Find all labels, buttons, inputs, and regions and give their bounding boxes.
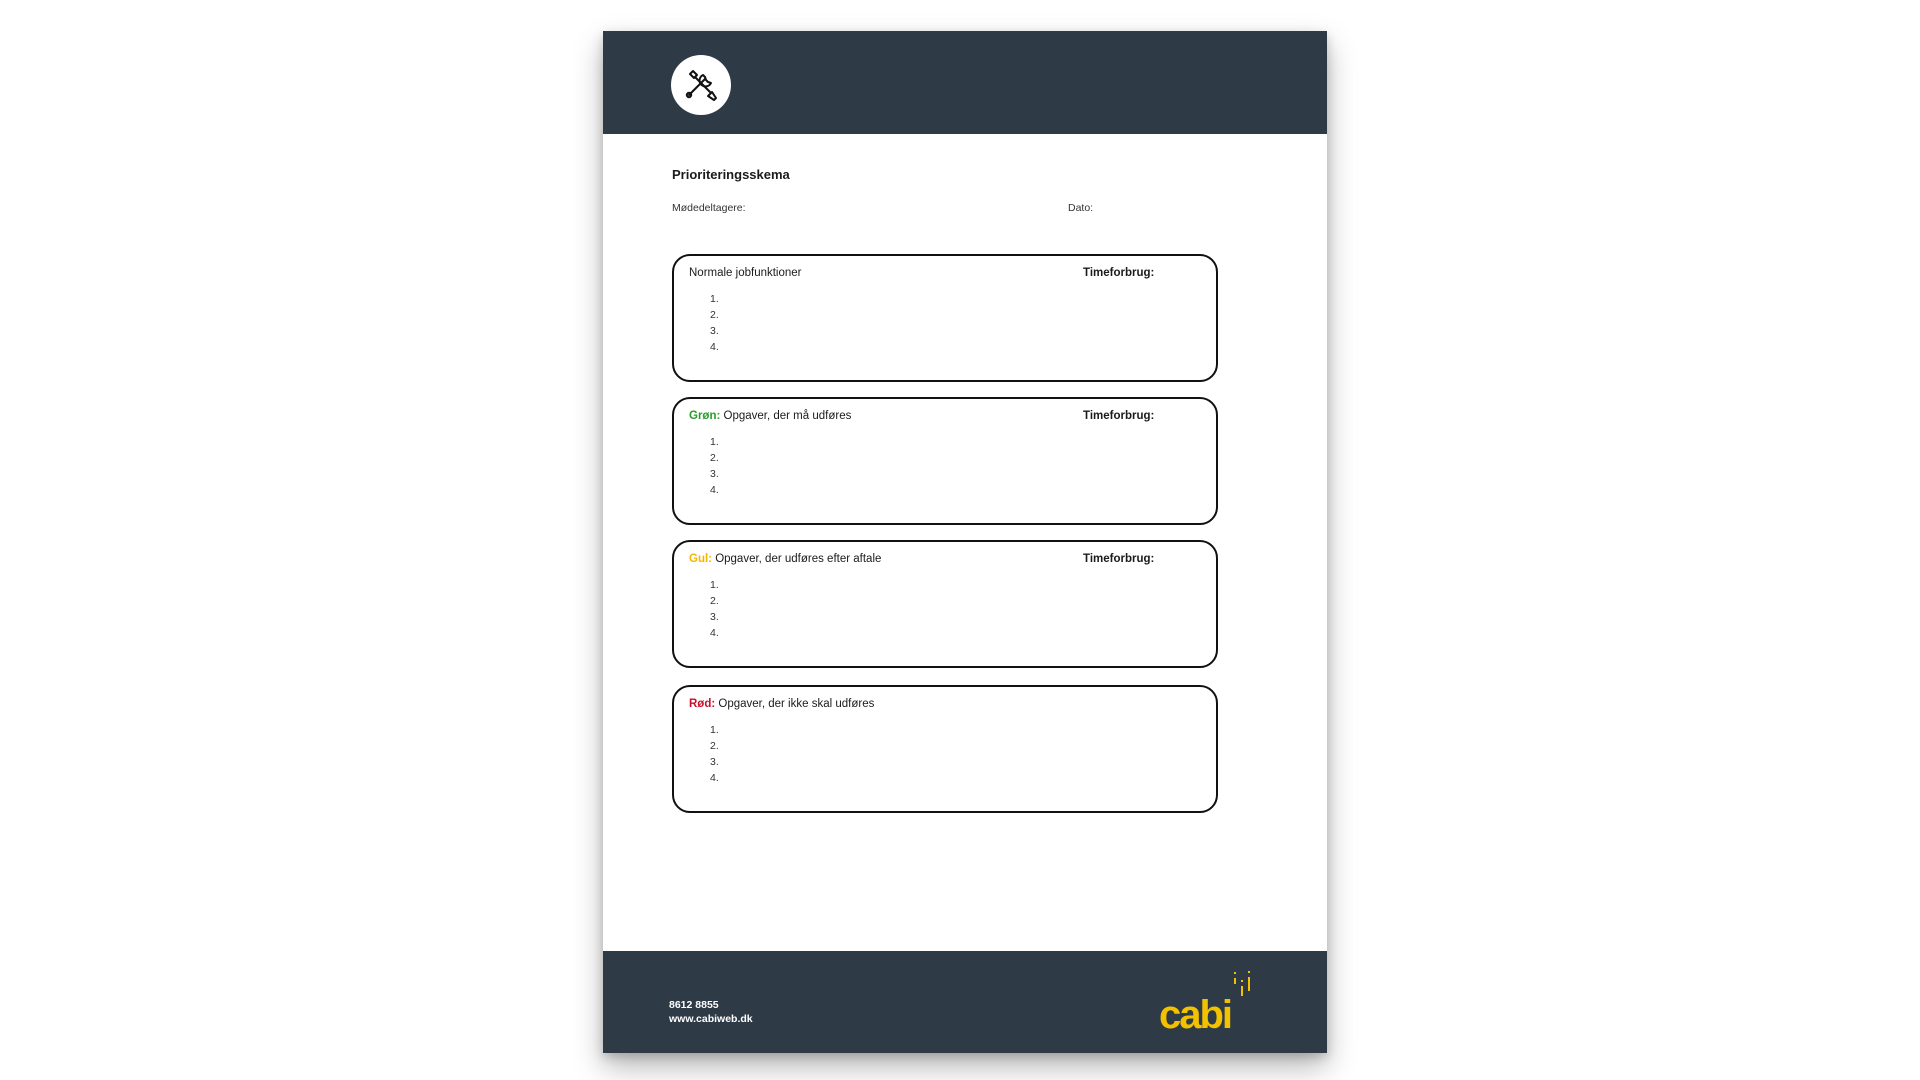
item-list [710, 722, 719, 786]
time-usage-label: Timeforbrug: [1083, 267, 1155, 279]
section-color-label: Grøn: [689, 410, 721, 422]
section-green [672, 397, 1218, 525]
section-title-text: Opgaver, der udføres efter aftale [712, 553, 882, 565]
phone-number: 8612 8855 [669, 999, 719, 1011]
section-title-text: Normale jobfunktioner [689, 267, 802, 279]
document-title: Prioriteringsskema [672, 167, 790, 182]
section-title [689, 410, 851, 422]
website-link[interactable]: www.cabiweb.dk [669, 1013, 753, 1025]
section-title-text: Opgaver, der må udføres [720, 410, 852, 422]
time-usage-label: Timeforbrug: [1083, 553, 1155, 565]
list-item: 1. [710, 579, 719, 591]
item-list [710, 434, 719, 498]
footer-contact [669, 998, 753, 1026]
section-color-label: Gul: [689, 553, 712, 565]
section-title [689, 267, 802, 279]
list-item: 3. [710, 325, 719, 337]
section-title [689, 553, 881, 565]
time-usage-label: Timeforbrug: [1083, 410, 1155, 422]
brand-logo [1155, 969, 1265, 1039]
section-normal-jobs [672, 254, 1218, 382]
item-list [710, 577, 719, 641]
list-item: 4. [710, 772, 719, 784]
list-item: 1. [710, 436, 719, 448]
footer-band [603, 951, 1327, 1053]
logo-badge [671, 55, 731, 115]
list-item: 1. [710, 293, 719, 305]
tools-icon [681, 65, 721, 105]
header-band [603, 31, 1327, 134]
list-item: 3. [710, 611, 719, 623]
list-item: 4. [710, 341, 719, 353]
list-item: 2. [710, 595, 719, 607]
item-list [710, 291, 719, 355]
list-item: 4. [710, 627, 719, 639]
list-item: 3. [710, 756, 719, 768]
list-item: 3. [710, 468, 719, 480]
document-sheet [603, 31, 1327, 1053]
section-title-text: Opgaver, der ikke skal udføres [715, 698, 875, 710]
participants-label: Mødedeltagere: [672, 202, 746, 214]
list-item: 2. [710, 452, 719, 464]
list-item: 4. [710, 484, 719, 496]
brand-name: cabi [1159, 993, 1232, 1037]
list-item: 2. [710, 740, 719, 752]
list-item: 1. [710, 724, 719, 736]
section-color-label: Rød: [689, 698, 716, 710]
section-title [689, 698, 874, 710]
date-label: Dato: [1068, 202, 1094, 214]
section-yellow [672, 540, 1218, 668]
list-item: 2. [710, 309, 719, 321]
section-red [672, 685, 1218, 813]
